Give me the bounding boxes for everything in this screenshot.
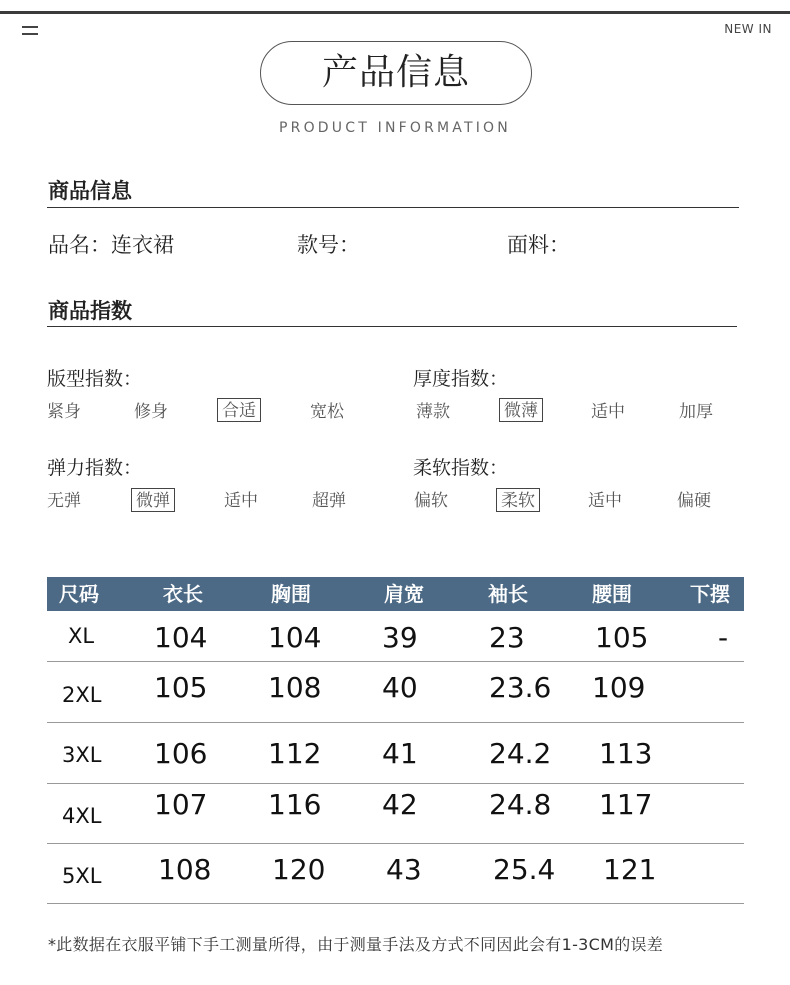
row-divider bbox=[47, 843, 744, 844]
size-cell: 2XL bbox=[62, 683, 102, 707]
elasticity-option: 适中 bbox=[224, 491, 258, 511]
waist-cell: 113 bbox=[599, 737, 653, 770]
header-hem: 下摆 bbox=[690, 582, 730, 606]
row-divider bbox=[47, 783, 744, 784]
elasticity-option-selected: 微弹 bbox=[131, 488, 175, 512]
row-divider bbox=[47, 722, 744, 723]
length-cell: 106 bbox=[154, 737, 208, 770]
bust-cell: 120 bbox=[272, 853, 326, 886]
divider bbox=[47, 207, 739, 208]
goods-info-title: 商品信息 bbox=[48, 179, 132, 203]
fit-option: 紧身 bbox=[47, 402, 81, 422]
new-in-badge: NEW IN bbox=[724, 22, 772, 36]
length-cell: 105 bbox=[154, 671, 208, 704]
fabric: 面料： bbox=[507, 233, 570, 257]
thickness-option: 薄款 bbox=[416, 402, 450, 422]
softness-option: 适中 bbox=[588, 491, 622, 511]
waist-cell: 121 bbox=[603, 853, 657, 886]
bust-cell: 104 bbox=[268, 621, 322, 654]
elasticity-option: 无弹 bbox=[47, 491, 81, 511]
sleeve-cell: 24.2 bbox=[489, 737, 552, 770]
fit-index-label: 版型指数： bbox=[47, 368, 143, 390]
shoulder-cell: 42 bbox=[382, 788, 418, 821]
sleeve-cell: 24.8 bbox=[489, 788, 552, 821]
row-divider bbox=[47, 661, 744, 662]
header-waist: 腰围 bbox=[592, 582, 632, 606]
measurement-footnote: *此数据在衣服平铺下手工测量所得，由于测量手法及方式不同因此会有1-3CM的误差 bbox=[48, 935, 664, 954]
thickness-option-selected: 微薄 bbox=[499, 398, 543, 422]
sleeve-cell: 25.4 bbox=[493, 853, 556, 886]
fit-option-selected: 合适 bbox=[217, 398, 261, 422]
top-border bbox=[0, 11, 790, 14]
shoulder-cell: 41 bbox=[382, 737, 418, 770]
softness-option: 偏硬 bbox=[677, 491, 711, 511]
header-bust: 胸围 bbox=[271, 582, 311, 606]
thickness-option: 加厚 bbox=[679, 402, 713, 422]
divider bbox=[47, 326, 737, 327]
softness-option: 偏软 bbox=[414, 491, 448, 511]
bust-cell: 116 bbox=[268, 788, 322, 821]
waist-cell: 109 bbox=[592, 671, 646, 704]
size-cell: 4XL bbox=[62, 804, 102, 828]
header-shoulder: 肩宽 bbox=[384, 582, 424, 606]
fit-option: 修身 bbox=[134, 402, 168, 422]
shoulder-cell: 39 bbox=[382, 621, 418, 654]
length-cell: 108 bbox=[158, 853, 212, 886]
goods-index-title: 商品指数 bbox=[48, 299, 132, 323]
length-cell: 107 bbox=[154, 788, 208, 821]
thickness-index-label: 厚度指数： bbox=[413, 368, 509, 390]
bust-cell: 112 bbox=[268, 737, 322, 770]
sleeve-cell: 23.6 bbox=[489, 671, 552, 704]
style-number: 款号： bbox=[297, 233, 360, 257]
menu-icon[interactable] bbox=[22, 26, 38, 37]
elasticity-index-label: 弹力指数： bbox=[47, 457, 143, 479]
waist-cell: 117 bbox=[599, 788, 653, 821]
product-name: 品名：连衣裙 bbox=[48, 233, 174, 257]
bust-cell: 108 bbox=[268, 671, 322, 704]
header-length: 衣长 bbox=[163, 582, 203, 606]
shoulder-cell: 43 bbox=[386, 853, 422, 886]
shoulder-cell: 40 bbox=[382, 671, 418, 704]
length-cell: 104 bbox=[154, 621, 208, 654]
header-sleeve: 袖长 bbox=[488, 582, 528, 606]
page-title: 产品信息 bbox=[260, 41, 532, 105]
waist-cell: 105 bbox=[595, 621, 649, 654]
size-cell: XL bbox=[68, 624, 95, 648]
sleeve-cell: 23 bbox=[489, 621, 525, 654]
page-subtitle: PRODUCT INFORMATION bbox=[279, 120, 511, 136]
fit-option: 宽松 bbox=[310, 402, 344, 422]
header-size: 尺码 bbox=[59, 582, 99, 606]
size-cell: 5XL bbox=[62, 864, 102, 888]
elasticity-option: 超弹 bbox=[312, 491, 346, 511]
softness-index-label: 柔软指数： bbox=[413, 457, 509, 479]
hem-cell: - bbox=[718, 621, 729, 654]
size-cell: 3XL bbox=[62, 743, 102, 767]
row-divider bbox=[47, 903, 744, 904]
size-table-header bbox=[47, 577, 744, 611]
softness-option-selected: 柔软 bbox=[496, 488, 540, 512]
thickness-option: 适中 bbox=[591, 402, 625, 422]
